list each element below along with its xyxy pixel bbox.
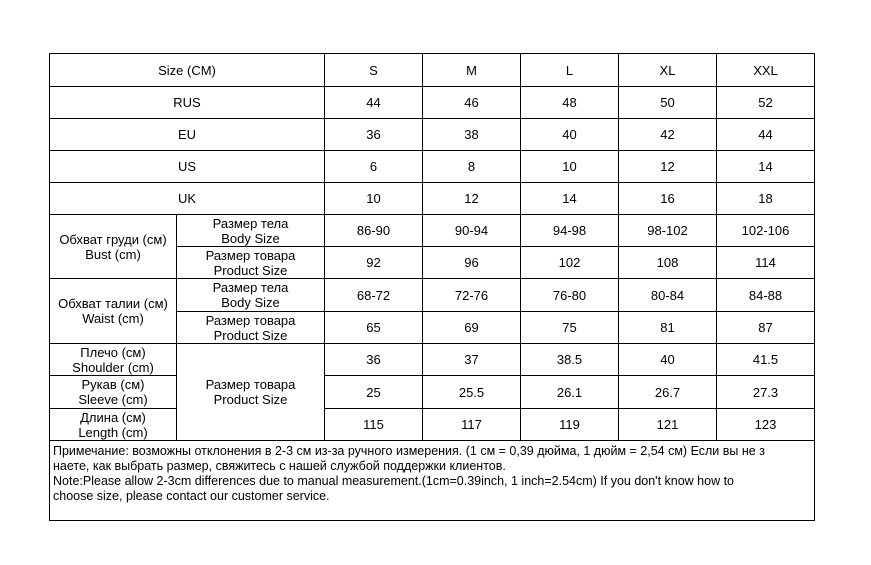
table-cell: 119	[521, 409, 619, 441]
table-cell: 27.3	[717, 376, 815, 409]
shoulder-row	[50, 344, 815, 376]
row-label: RUS	[50, 87, 325, 119]
table-cell: 44	[717, 119, 815, 151]
product-size-label	[177, 312, 325, 344]
rus-row	[50, 87, 815, 119]
table-cell: 84-88	[717, 279, 815, 312]
shoulder-label-ru: Плечо (см)	[80, 344, 146, 360]
product-size-label-en: Product Size	[213, 262, 288, 278]
table-cell: 81	[619, 312, 717, 344]
body-size-label	[177, 215, 325, 247]
table-cell: 75	[521, 312, 619, 344]
sleeve-label-en: Sleeve (cm)	[78, 392, 148, 407]
table-cell: 8	[423, 151, 521, 183]
size-chart-table	[49, 53, 815, 521]
table-cell: 38	[423, 119, 521, 151]
body-size-label	[177, 279, 325, 312]
table-cell: 44	[325, 87, 423, 119]
size-l-header: L	[521, 54, 619, 87]
size-s-header: S	[325, 54, 423, 87]
table-cell: 16	[619, 183, 717, 215]
measurement-note	[50, 441, 815, 521]
table-cell: 72-76	[423, 279, 521, 312]
row-label: UK	[50, 183, 325, 215]
waist-body-row	[50, 279, 815, 312]
table-cell: 25.5	[423, 376, 521, 409]
note-ru-line-1: Примечание: возможны отклонения в 2-3 см из-за ручного измерения. (1 см = 0,39 дюйма, 1 дюйм = 2,54 см) Если вы не з	[53, 444, 765, 458]
table-cell: 37	[423, 344, 521, 376]
table-cell: 50	[619, 87, 717, 119]
product-size-label	[177, 344, 325, 441]
table-cell: 26.1	[521, 376, 619, 409]
table-cell: 46	[423, 87, 521, 119]
table-cell: 76-80	[521, 279, 619, 312]
table-cell: 121	[619, 409, 717, 441]
size-m-header: M	[423, 54, 521, 87]
table-cell: 115	[325, 409, 423, 441]
size-xl-header: XL	[619, 54, 717, 87]
table-cell: 14	[717, 151, 815, 183]
table-cell: 68-72	[325, 279, 423, 312]
table-cell: 41.5	[717, 344, 815, 376]
bust-label-ru: Обхват груди (см)	[59, 231, 167, 247]
table-cell: 36	[325, 344, 423, 376]
table-cell: 48	[521, 87, 619, 119]
shoulder-label-en: Shoulder (cm)	[72, 359, 154, 375]
table-cell: 117	[423, 409, 521, 441]
table-cell: 123	[717, 409, 815, 441]
table-cell: 40	[619, 344, 717, 376]
length-label	[50, 409, 177, 441]
table-cell: 102-106	[717, 215, 815, 247]
product-size-label-ru: Размер товара	[205, 312, 296, 328]
table-cell: 114	[717, 247, 815, 279]
table-cell: 87	[717, 312, 815, 344]
bust-body-row	[50, 215, 815, 247]
table-cell: 86-90	[325, 215, 423, 247]
row-label: EU	[50, 119, 325, 151]
table-cell: 80-84	[619, 279, 717, 312]
table-cell: 96	[423, 247, 521, 279]
length-label-ru: Длина (см)	[80, 409, 146, 425]
table-cell: 18	[717, 183, 815, 215]
length-label-en: Length (cm)	[78, 424, 148, 440]
note-en-line-1: Note:Please allow 2-3cm differences due to manual measurement.(1cm=0.39inch, 1 inch=2.54cm) If you don't know how to	[53, 474, 734, 488]
waist-label-en: Waist (cm)	[82, 311, 144, 326]
body-size-label-en: Body Size	[221, 295, 280, 310]
product-size-label	[177, 247, 325, 279]
product-size-label-en: Product Size	[213, 392, 288, 407]
table-cell: 38.5	[521, 344, 619, 376]
table-cell: 94-98	[521, 215, 619, 247]
table-cell: 12	[423, 183, 521, 215]
us-row	[50, 151, 815, 183]
table-cell: 10	[325, 183, 423, 215]
product-size-label-ru: Размер товара	[205, 247, 296, 263]
sleeve-label	[50, 376, 177, 409]
eu-row	[50, 119, 815, 151]
table-cell: 26.7	[619, 376, 717, 409]
table-cell: 98-102	[619, 215, 717, 247]
note-ru-line-2: наете, как выбрать размер, свяжитесь с нашей службой поддержки клиентов.	[53, 459, 506, 473]
table-cell: 52	[717, 87, 815, 119]
note-row	[50, 441, 815, 521]
table-cell: 90-94	[423, 215, 521, 247]
table-cell: 12	[619, 151, 717, 183]
table-cell: 6	[325, 151, 423, 183]
size-header-label: Size (CM)	[50, 54, 325, 87]
table-cell: 25	[325, 376, 423, 409]
table-cell: 42	[619, 119, 717, 151]
table-cell: 92	[325, 247, 423, 279]
table-cell: 36	[325, 119, 423, 151]
sleeve-row	[50, 376, 815, 409]
table-cell: 69	[423, 312, 521, 344]
table-cell: 10	[521, 151, 619, 183]
table-cell: 14	[521, 183, 619, 215]
table-cell: 40	[521, 119, 619, 151]
size-xxl-header: XXL	[717, 54, 815, 87]
sleeve-label-ru: Рукав (см)	[81, 377, 145, 392]
header-row	[50, 54, 815, 87]
table-cell: 108	[619, 247, 717, 279]
row-label: US	[50, 151, 325, 183]
table-cell: 65	[325, 312, 423, 344]
body-size-label-ru: Размер тела	[212, 215, 289, 231]
note-en-line-2: choose size, please contact our customer service.	[53, 489, 330, 503]
bust-label-en: Bust (cm)	[85, 246, 141, 262]
uk-row	[50, 183, 815, 215]
length-row	[50, 409, 815, 441]
product-size-label-ru: Размер товара	[205, 377, 296, 392]
shoulder-label	[50, 344, 177, 376]
body-size-label-en: Body Size	[221, 230, 280, 246]
waist-label	[50, 279, 177, 344]
waist-label-ru: Обхват талии (см)	[58, 296, 168, 311]
table-cell: 102	[521, 247, 619, 279]
bust-label	[50, 215, 177, 279]
product-size-label-en: Product Size	[213, 327, 288, 343]
body-size-label-ru: Размер тела	[212, 280, 289, 295]
